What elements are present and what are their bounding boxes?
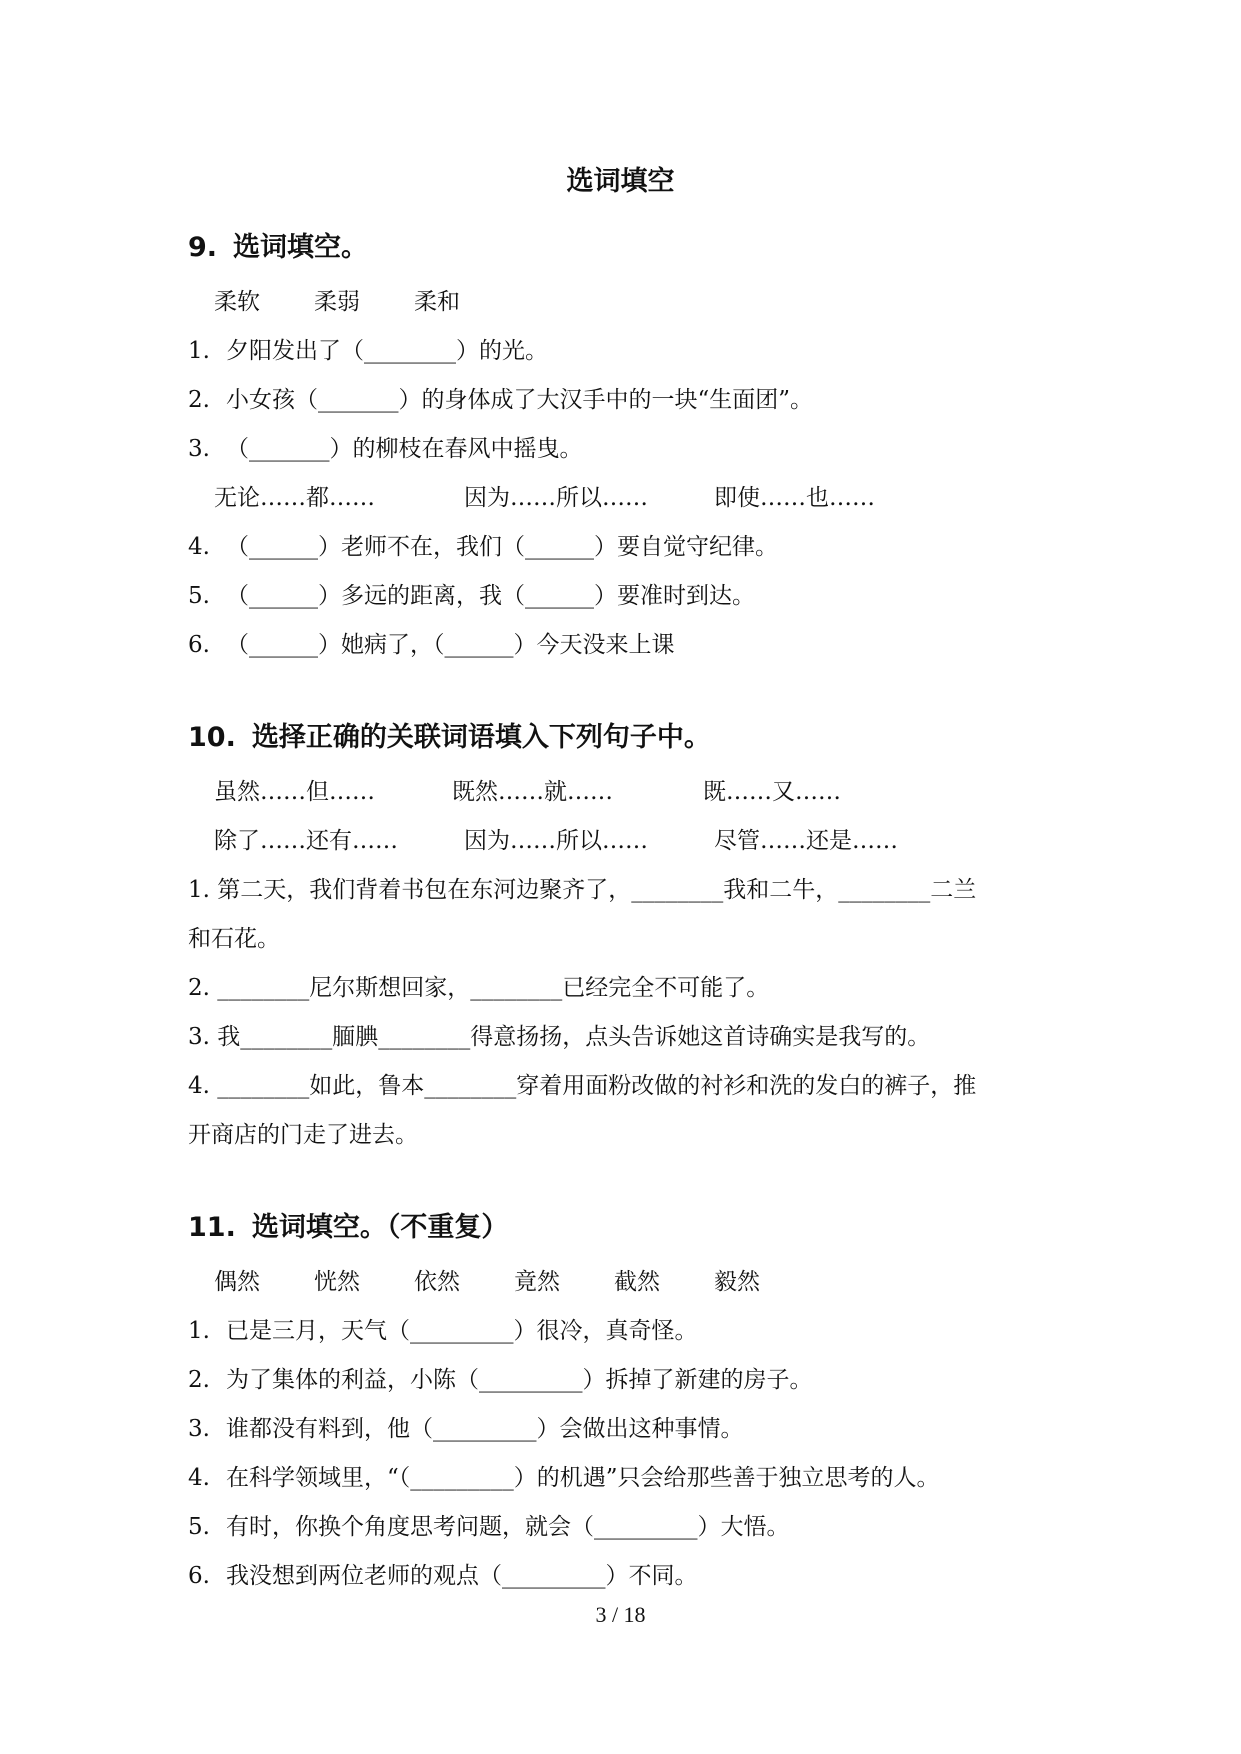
q11-item: [188, 1314, 698, 1348]
item-index: 6.: [188, 1563, 210, 1589]
question-10-title: 选择正确的关联词语填入下列句子中。: [251, 722, 711, 753]
question-10-heading: [188, 718, 711, 758]
item-index: 2.: [188, 387, 210, 413]
word-option: 尽管……还是……: [714, 828, 898, 854]
item-text: 小女孩（_______）的身体成了大汉手中的一块“生面团”。: [226, 387, 814, 413]
item-index: 5.: [188, 583, 210, 609]
item-index: 3.: [188, 1416, 210, 1442]
word-option: 柔软: [214, 289, 260, 315]
page-number: 3 / 18: [595, 1602, 646, 1627]
question-9-heading: [188, 228, 368, 268]
item-text: 在科学领域里，“（_________）的机遇”只会给那些善于独立思考的人。: [226, 1465, 940, 1491]
word-option: 柔和: [414, 289, 460, 315]
word-option: 因为……所以……: [464, 485, 648, 511]
q11-item: [188, 1559, 698, 1593]
q11-item: [188, 1412, 744, 1446]
q10-line: 4. ________如此，鲁本________穿着用面粉改做的衬衫和洗的发白的裤子，推: [188, 1073, 977, 1099]
q11-item: [188, 1510, 790, 1544]
q11-word-options: [214, 1265, 760, 1299]
q9-word-options-a: [214, 285, 460, 319]
item-text: 为了集体的利益，小陈（_________）拆掉了新建的房子。: [226, 1367, 813, 1393]
q9-item: [188, 530, 778, 564]
word-option: 除了……还有……: [214, 828, 398, 854]
item-index: 4.: [188, 534, 210, 560]
item-text: 夕阳发出了（________）的光。: [226, 338, 548, 364]
word-option: 因为……所以……: [464, 828, 648, 854]
item-index: 5.: [188, 1514, 210, 1540]
word-option: 既然……就……: [452, 779, 613, 805]
item-text: 谁都没有料到，他（_________）会做出这种事情。: [226, 1416, 744, 1442]
q9-item: [188, 383, 813, 417]
item-index: 1.: [188, 1318, 210, 1344]
word-option: 恍然: [314, 1269, 360, 1295]
item-text: （______）多远的距离，我（______）要准时到达。: [226, 583, 755, 609]
q10-word-options-row2: [214, 824, 898, 858]
word-option: 无论……都……: [214, 485, 375, 511]
question-9-number: 9.: [188, 232, 218, 263]
word-option: 偶然: [214, 1269, 260, 1295]
q10-word-options-row1: [214, 775, 841, 809]
item-text: （______）老师不在，我们（______）要自觉守纪律。: [226, 534, 778, 560]
q11-item: [188, 1363, 813, 1397]
item-index: 2.: [188, 1367, 210, 1393]
word-option: 柔弱: [314, 289, 360, 315]
q10-line: 和石花。: [188, 926, 280, 952]
item-text: 已是三月，天气（_________）很冷，真奇怪。: [226, 1318, 698, 1344]
word-option: 竟然: [514, 1269, 560, 1295]
q10-line: 开商店的门走了进去。: [188, 1122, 418, 1148]
question-11-title: 选词填空。（不重复）: [251, 1212, 509, 1243]
item-text: （______）她病了，（______）今天没来上课: [226, 632, 675, 658]
word-option: 依然: [414, 1269, 460, 1295]
item-index: 3.: [188, 436, 210, 462]
word-option: 即使……也……: [714, 485, 875, 511]
page-title: 选词填空: [566, 166, 675, 197]
q9-item: [188, 334, 548, 368]
q10-line: 2. ________尼尔斯想回家，________已经完全不可能了。: [188, 975, 770, 1001]
question-9-title: 选词填空。: [233, 232, 369, 263]
word-option: 毅然: [714, 1269, 760, 1295]
word-option: 既……又……: [703, 779, 841, 805]
item-text: 有时，你换个角度思考问题，就会（_________）大悟。: [226, 1514, 790, 1540]
item-index: 4.: [188, 1465, 210, 1491]
q9-item: [188, 432, 583, 466]
item-index: 1.: [188, 338, 210, 364]
q9-item: [188, 579, 755, 613]
item-index: 6.: [188, 632, 210, 658]
item-text: （_______）的柳枝在春风中摇曳。: [226, 436, 583, 462]
q9-item: [188, 628, 675, 662]
word-option: 虽然……但……: [214, 779, 375, 805]
q10-line: 1. 第二天，我们背着书包在东河边聚齐了，________我和二牛，________二兰: [188, 877, 977, 903]
question-11-number: 11.: [188, 1212, 236, 1243]
q10-line: 3. 我________腼腆________得意扬扬，点头告诉她这首诗确实是我写的。: [188, 1024, 931, 1050]
q9-word-options-b: [214, 481, 875, 515]
question-10-number: 10.: [188, 722, 236, 753]
item-text: 我没想到两位老师的观点（_________）不同。: [226, 1563, 698, 1589]
question-11-heading: [188, 1208, 508, 1248]
q11-item: [188, 1461, 940, 1495]
word-option: 截然: [614, 1269, 660, 1295]
